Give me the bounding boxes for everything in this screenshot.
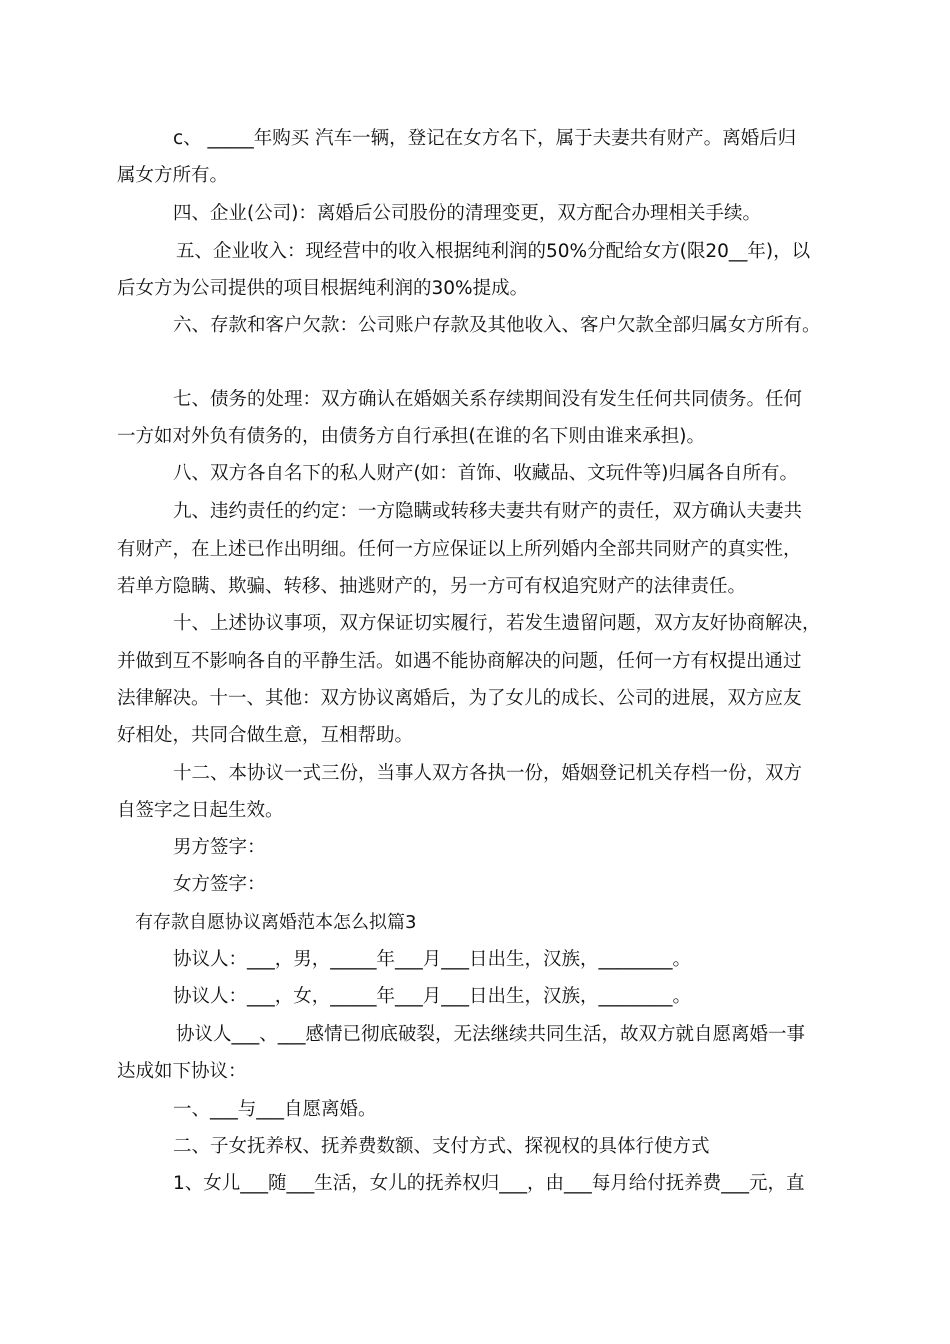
paragraph-5-line-2: 后女方为公司提供的项目根据纯利润的30%提成。 [117, 278, 529, 299]
clause-1: 一、___与___自愿离婚。 [173, 1099, 377, 1120]
paragraph-6: 六、存款和客户欠款：公司账户存款及其他收入、客户欠款全部归属女方所有。 [173, 315, 821, 336]
paragraph-12-line-2: 自签字之日起生效。 [117, 800, 284, 821]
paragraph-10-line-3: 法律解决。十一、其他：双方协议离婚后，为了女儿的成长、公司的进展，双方应友 [117, 688, 802, 709]
clause-2: 二、子女抚养权、抚养费数额、支付方式、探视权的具体行使方式 [173, 1136, 710, 1157]
paragraph-10-line-2: 并做到互不影响各自的平静生活。如遇不能协商解决的问题，任何一方有权提出通过 [117, 651, 802, 672]
section-heading: 有存款自愿协议离婚范本怎么拟篇3 [135, 912, 417, 933]
paragraph-10-line-4: 好相处，共同合做生意，互相帮助。 [117, 725, 414, 746]
party-line-2: 协议人：___，女，_____年___月___日出生，汉族，________。 [173, 986, 692, 1007]
paragraph-8: 八、双方各自名下的私人财产(如：首饰、收藏品、文玩件等)归属各自所有。 [173, 463, 798, 484]
paragraph-7-line-1: 七、债务的处理：双方确认在婚姻关系存续期间没有发生任何共同债务。任何 [173, 389, 803, 410]
paragraph-12-line-1: 十二、本协议一式三份，当事人双方各执一份，婚姻登记机关存档一份，双方 [173, 763, 803, 784]
intro-line-1: 协议人___、___感情已彻底破裂，无法继续共同生活，故双方就自愿离婚一事 [176, 1024, 806, 1045]
male-signature-label: 男方签字： [173, 837, 266, 858]
paragraph-c-line-1: c、 _____年购买 汽车一辆，登记在女方名下，属于夫妻共有财产。离婚后归 [173, 128, 797, 149]
paragraph-7-line-2: 一方如对外负有债务的，由债务方自行承担(在谁的名下则由谁来承担)。 [117, 426, 705, 447]
intro-line-2: 达成如下协议： [117, 1061, 247, 1082]
female-signature-label: 女方签字： [173, 874, 266, 895]
paragraph-9-line-2: 有财产，在上述已作出明细。任何一方应保证以上所列婚内全部共同财产的真实性， [117, 539, 802, 560]
party-line-1: 协议人：___，男，_____年___月___日出生，汉族，________。 [173, 949, 692, 970]
paragraph-9-line-1: 九、违约责任的约定：一方隐瞒或转移夫妻共有财产的责任，双方确认夫妻共 [173, 501, 803, 522]
paragraph-c-line-2: 属女方所有。 [117, 165, 229, 186]
clause-2-item-1: 1、女儿___随___生活，女儿的抚养权归___，由___每月给付抚养费___元，直 [173, 1173, 805, 1194]
paragraph-9-line-3: 若单方隐瞒、欺骗、转移、抽逃财产的，另一方可有权追究财产的法律责任。 [117, 576, 747, 597]
paragraph-10-line-1: 十、上述协议事项，双方保证切实履行，若发生遗留问题，双方友好协商解决， [173, 613, 821, 634]
paragraph-4: 四、企业(公司)：离婚后公司股份的清理变更，双方配合办理相关手续。 [173, 203, 761, 224]
paragraph-5-line-1: 五、企业收入：现经营中的收入根据纯利润的50%分配给女方(限20__年)，以 [176, 241, 811, 262]
